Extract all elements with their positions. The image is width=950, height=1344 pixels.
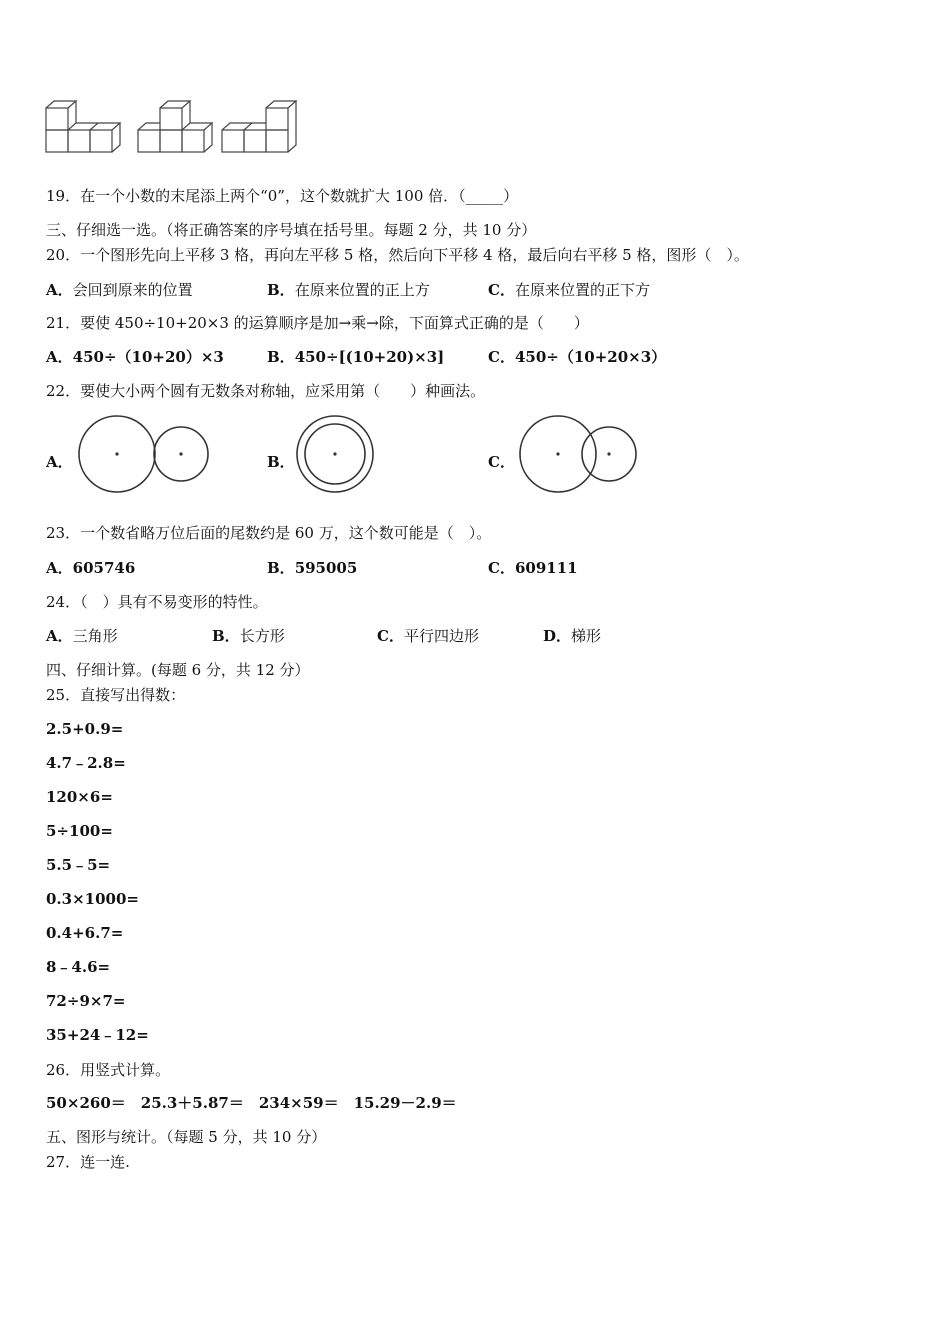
q24-option-b: B．长方形 bbox=[212, 627, 285, 645]
calc-item: 8﹣4.6= bbox=[46, 958, 111, 976]
q21-option-c: C．450÷（10+20×3） bbox=[488, 348, 667, 366]
q21-option-a: A．450÷（10+20）×3 bbox=[46, 348, 224, 366]
question-19: 19．在一个小数的末尾添上两个“0”，这个数就扩大 100 倍．（_____） bbox=[46, 187, 519, 205]
q22-option-a-figure bbox=[76, 412, 216, 496]
calc-item: 5÷100= bbox=[46, 822, 113, 840]
q20-option-a: A．会回到原来的位置 bbox=[46, 281, 193, 299]
cube-figure-2 bbox=[138, 101, 212, 152]
cube-figures bbox=[44, 98, 304, 158]
calc-item: 4.7﹣2.8= bbox=[46, 754, 126, 772]
question-20: 20．一个图形先向上平移 3 格，再向左平移 5 格，然后向下平移 4 格，最后向右平移 5 格，图形（ ）。 bbox=[46, 246, 749, 264]
q20-option-b: B．在原来位置的正上方 bbox=[267, 281, 430, 299]
calc-item: 35+24﹣12= bbox=[46, 1026, 149, 1044]
cube-figure-1 bbox=[46, 101, 120, 152]
section-3-title: 三、仔细选一选。（将正确答案的序号填在括号里。每题 2 分，共 10 分） bbox=[46, 221, 537, 239]
calc-item: 5.5﹣5= bbox=[46, 856, 111, 874]
q24-option-a: A．三角形 bbox=[46, 627, 118, 645]
question-24: 24．（ ）具有不易变形的特性。 bbox=[46, 593, 268, 611]
q24-option-c: C．平行四边形 bbox=[377, 627, 479, 645]
q22-option-b-figure bbox=[294, 412, 378, 496]
q22-option-b-label: B． bbox=[267, 453, 295, 471]
q22-option-c-label: C． bbox=[488, 453, 515, 471]
q23-option-b: B．595005 bbox=[267, 559, 358, 577]
question-23: 23．一个数省略万位后面的尾数约是 60 万，这个数可能是（ ）。 bbox=[46, 524, 492, 542]
cube-figure-3 bbox=[222, 101, 296, 152]
calc-item: 120×6= bbox=[46, 788, 113, 806]
vertical-calc-items: 50×260＝ 25.3＋5.87＝ 234×59＝ 15.29－2.9＝ bbox=[46, 1094, 457, 1112]
q24-option-d: D．梯形 bbox=[543, 627, 602, 645]
q23-option-c: C．609111 bbox=[488, 559, 578, 577]
q23-option-a: A．605746 bbox=[46, 559, 136, 577]
section-5-title: 五、图形与统计。（每题 5 分，共 10 分） bbox=[46, 1128, 327, 1146]
calc-item: 2.5+0.9= bbox=[46, 720, 124, 738]
question-26: 26．用竖式计算。 bbox=[46, 1061, 171, 1079]
q22-option-a-label: A． bbox=[46, 453, 73, 471]
calc-item: 0.3×1000= bbox=[46, 890, 139, 908]
calc-item: 0.4+6.7= bbox=[46, 924, 124, 942]
calc-item: 72÷9×7= bbox=[46, 992, 126, 1010]
q20-option-c: C．在原来位置的正下方 bbox=[488, 281, 650, 299]
question-22: 22．要使大小两个圆有无数条对称轴，应采用第（ ）种画法。 bbox=[46, 382, 486, 400]
section-4-title: 四、仔细计算。(每题 6 分，共 12 分） bbox=[46, 661, 310, 679]
q22-option-c-figure bbox=[516, 412, 642, 496]
question-27: 27．连一连. bbox=[46, 1153, 130, 1171]
question-25: 25．直接写出得数： bbox=[46, 686, 186, 704]
question-21: 21．要使 450÷10+20×3 的运算顺序是加→乘→除，下面算式正确的是（ ） bbox=[46, 314, 589, 332]
q21-option-b: B．450÷[(10+20)×3] bbox=[267, 348, 445, 366]
